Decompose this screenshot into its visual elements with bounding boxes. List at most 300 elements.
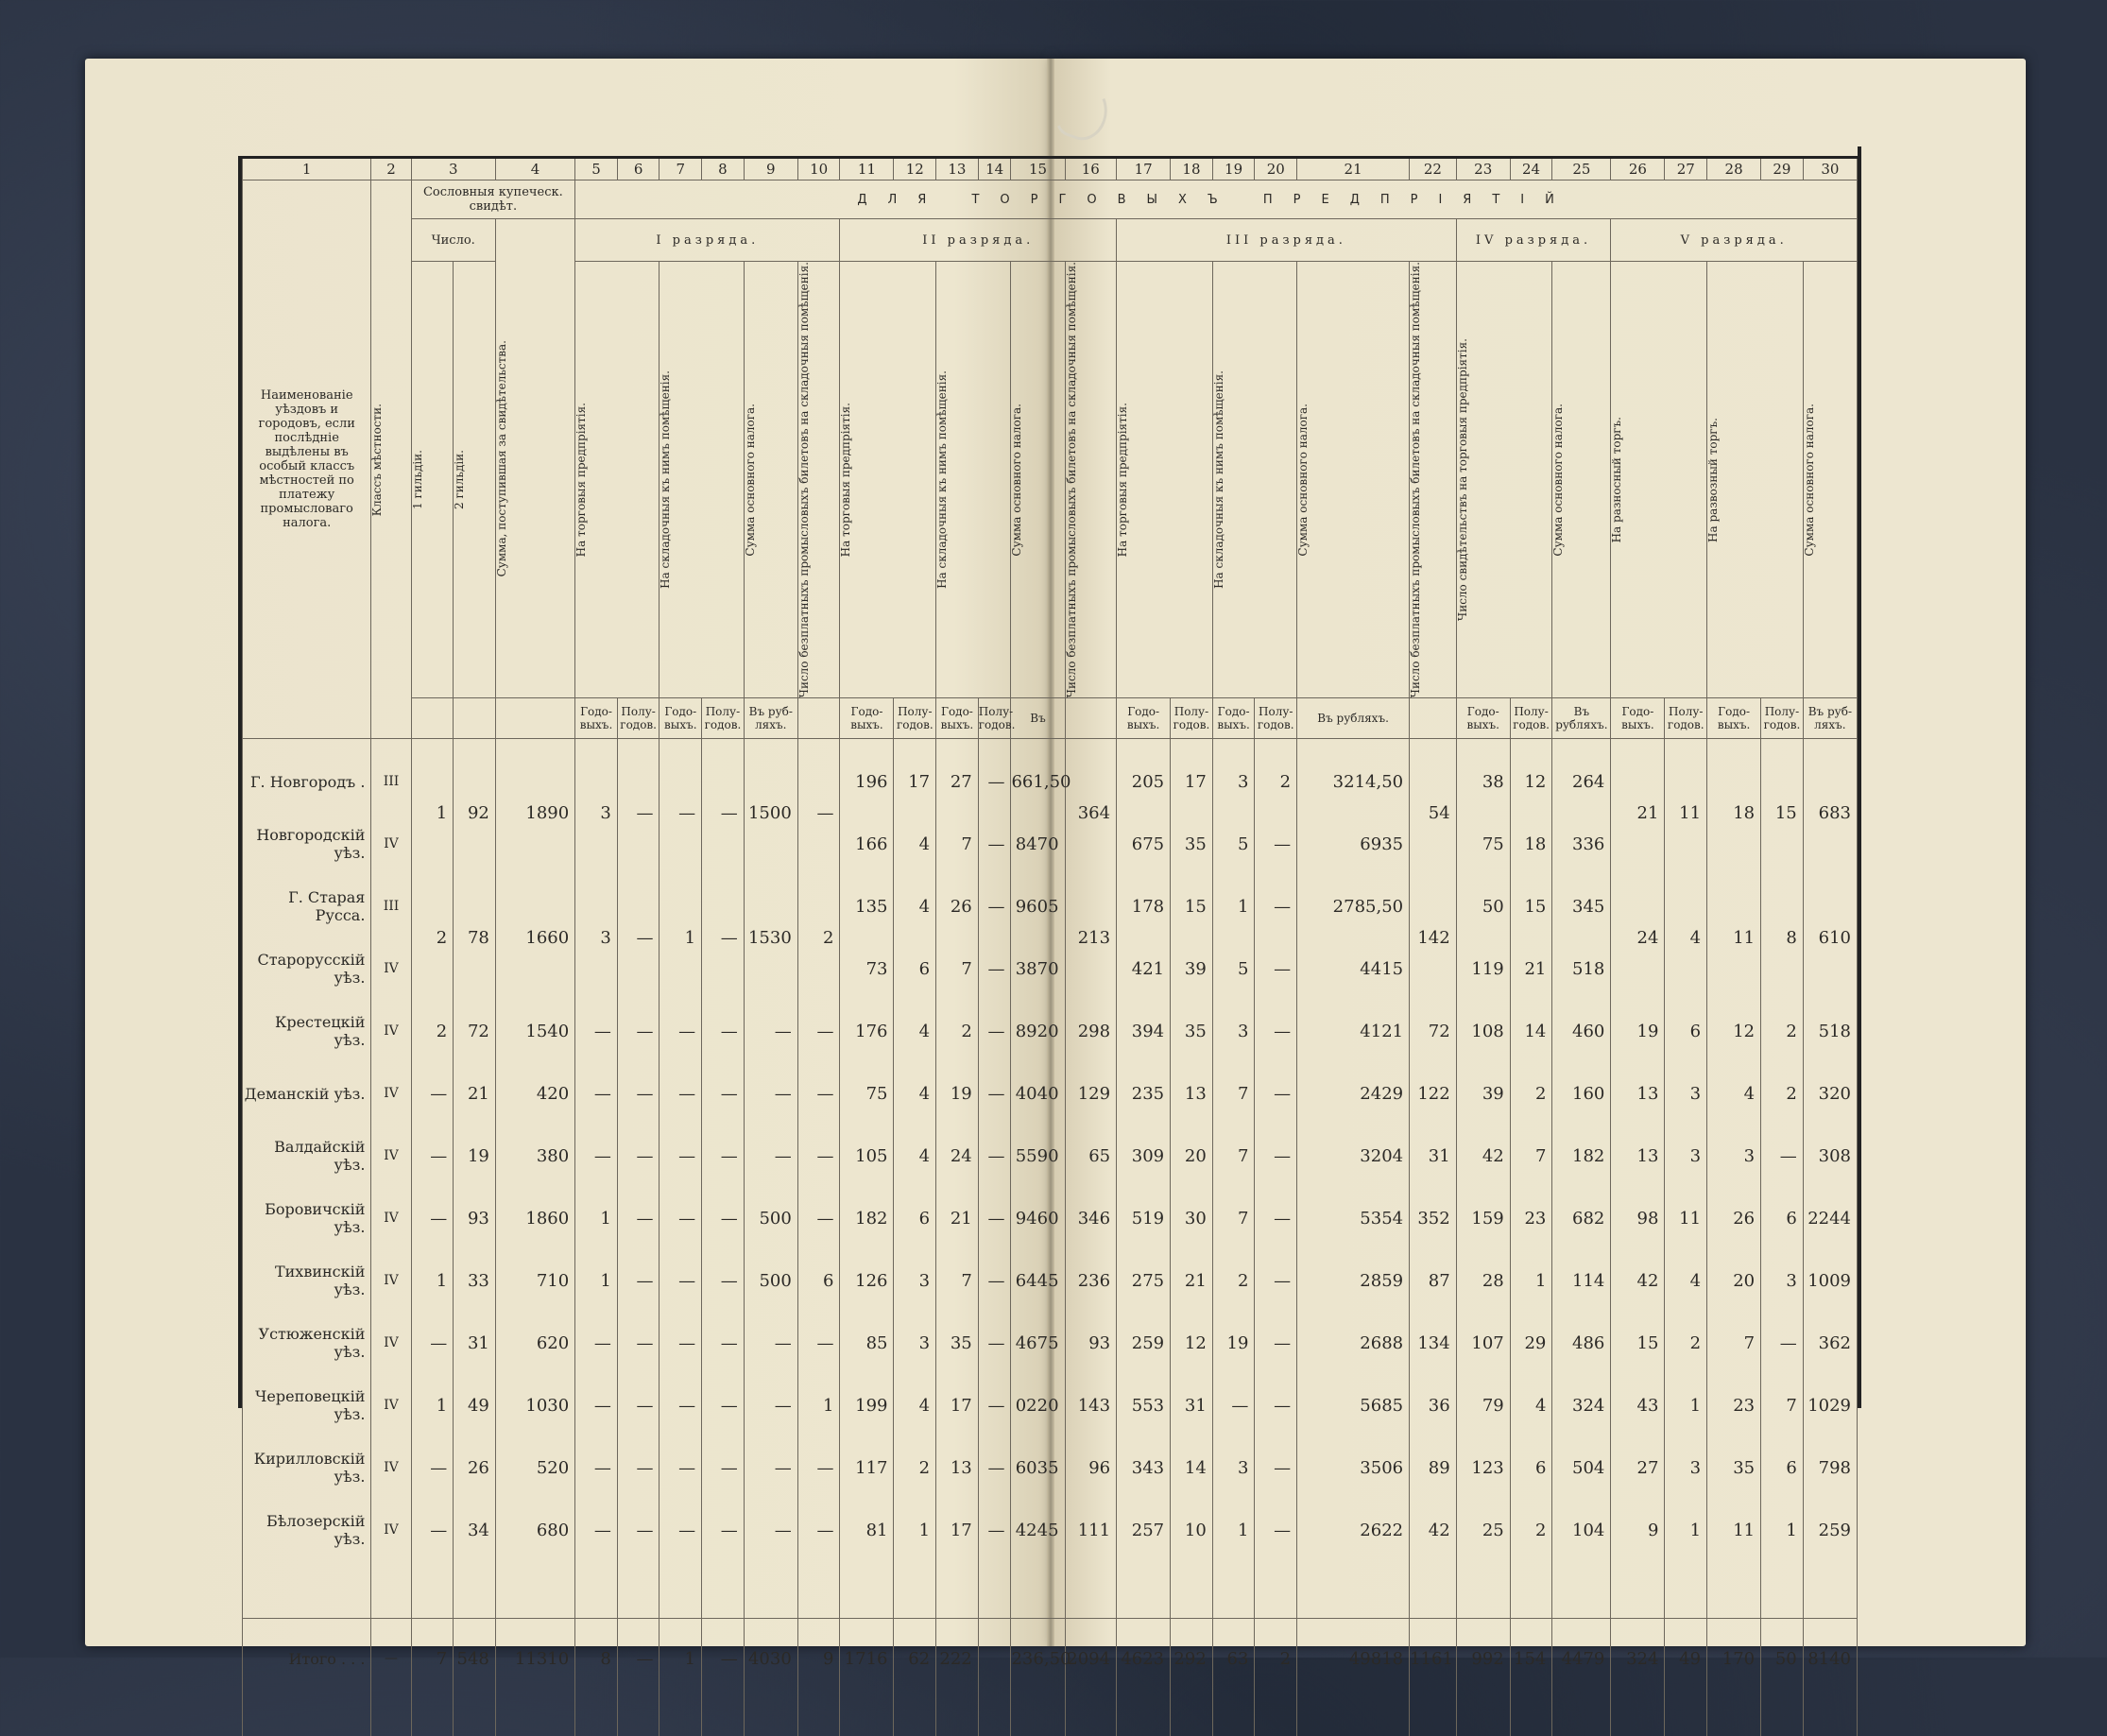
table-cell: — [978,937,1011,1000]
table-cell: 15 [1761,739,1804,876]
spacer-cell [702,1561,745,1619]
table-cell: 50 [1456,875,1510,937]
table-cell: 2688 [1297,1312,1410,1374]
units-cell: Полу-годов. [1665,698,1707,739]
table-cell: 9 [1611,1499,1665,1561]
district-name: Бѣлозерскій уѣз. [243,1499,371,1561]
table-cell: 486 [1552,1312,1611,1374]
table-cell: 1 [1212,1499,1255,1561]
table-cell: — [1761,1312,1804,1374]
table-cell: — [702,1125,745,1187]
table-cell: — [1255,1125,1297,1187]
column-number: 1 [243,159,371,180]
table-cell: 20 [1171,1125,1213,1187]
table-cell: 710 [495,1249,574,1312]
table-cell: 5685 [1297,1374,1410,1436]
table-cell: — [1255,1000,1297,1062]
column-number: 4 [495,159,574,180]
filler-cell [978,1698,1011,1736]
filler-cell [1171,1698,1213,1736]
table-cell: — [978,1125,1011,1187]
table-cell: 1 [411,1249,454,1312]
district-name: Боровичскій уѣз. [243,1187,371,1249]
spacer-cell [1117,1561,1171,1619]
table-cell: 4 [1665,1249,1707,1312]
table-cell: 98 [1611,1187,1665,1249]
filler-cell [1552,1698,1611,1736]
table-cell: 92 [454,739,496,876]
table-cell: 21 [1171,1249,1213,1312]
table-cell: 12 [1707,1000,1761,1062]
total-cell [978,1619,1011,1699]
count-header: Число. [411,219,495,262]
total-cell: 4030 [744,1619,797,1699]
table-cell: 3 [575,875,618,1000]
filler-cell [1410,1698,1457,1736]
column-number: 25 [1552,159,1611,180]
column-number: 29 [1761,159,1804,180]
column-number: 18 [1171,159,1213,180]
spacer-cell [1255,1561,1297,1619]
locality-class: IV [371,1249,411,1312]
table-cell: 10 [1171,1499,1213,1561]
spacer-cell [1410,1561,1457,1619]
table-cell: — [1255,937,1297,1000]
table-row [243,875,1858,937]
column-number: 14 [978,159,1011,180]
table-cell: 93 [1065,1312,1117,1374]
table-cell: 1 [660,875,702,1000]
table-cell: 3 [894,1249,936,1312]
units-header-row [243,698,1858,739]
table-cell: 33 [454,1249,496,1312]
table-cell: 518 [1803,1000,1857,1062]
filler-cell [1117,1698,1171,1736]
table-cell: 2244 [1803,1187,1857,1249]
table-cell: 117 [840,1436,894,1499]
table-cell: 122 [1410,1062,1457,1125]
spacer-cell [1011,1561,1065,1619]
table-cell: 308 [1803,1125,1857,1187]
table-cell: — [575,1125,618,1187]
table-cell: 96 [1065,1436,1117,1499]
table-cell: — [702,1000,745,1062]
table-cell: 1 [1212,875,1255,937]
table-cell: 4040 [1011,1062,1065,1125]
spacer-cell [1552,1561,1611,1619]
total-cell: 4479 [1552,1619,1611,1699]
table-cell: 259 [1117,1312,1171,1374]
filler-cell [894,1698,936,1736]
column-number: 28 [1707,159,1761,180]
table-cell: 1009 [1803,1249,1857,1312]
table-cell: — [617,1374,660,1436]
filler-cell [1456,1698,1510,1736]
table-cell: — [660,1436,702,1499]
table-cell: — [617,1499,660,1561]
table-cell: 610 [1803,875,1857,1000]
column-number: 9 [744,159,797,180]
district-name: Деманскій уѣз. [243,1062,371,1125]
table-cell: 4 [1665,875,1707,1000]
locality-class: IV [371,1312,411,1374]
column-number: 11 [840,159,894,180]
table-cell: 2 [1761,1000,1804,1062]
table-cell: — [1255,1062,1297,1125]
table-cell: 35 [1171,1000,1213,1062]
table-cell: 2 [1761,1062,1804,1125]
filler-cell [617,1698,660,1736]
table-cell: 1 [575,1249,618,1312]
table-cell: 108 [1456,1000,1510,1062]
table-cell: — [978,875,1011,937]
spacer-cell [894,1561,936,1619]
r1-warehouse-header: На складочныя къ нимъ помѣщенія. [660,262,744,698]
column-number: 26 [1611,159,1665,180]
spacer-cell [936,1561,979,1619]
table-cell: 1030 [495,1374,574,1436]
table-cell: 324 [1552,1374,1611,1436]
table-cell: 79 [1456,1374,1510,1436]
filler-cell [744,1698,797,1736]
table-cell: 73 [840,937,894,1000]
table-cell: 1500 [744,739,797,876]
table-cell: 11 [1665,1187,1707,1249]
filler-cell [1707,1698,1761,1736]
total-cell: 8 [575,1619,618,1699]
table-cell: 17 [936,1499,979,1561]
table-cell: 21 [1611,739,1665,876]
table-cell: 1540 [495,1000,574,1062]
table-cell: 2 [411,1000,454,1062]
table-cell: 19 [454,1125,496,1187]
table-cell: 21 [936,1187,979,1249]
table-cell: — [1255,1436,1297,1499]
district-name: Крестецкій уѣз. [243,1000,371,1062]
table-cell: — [744,1436,797,1499]
table-cell: 13 [1611,1062,1665,1125]
table-cell: — [617,1062,660,1125]
table-cell: 1 [797,1374,840,1436]
r3-trade-header: На торговыя предпріятія. [1117,262,1213,698]
r5-base-tax-header: Сумма основного налога. [1803,262,1857,698]
table-cell: 680 [495,1499,574,1561]
table-cell: 8 [1761,875,1804,1000]
table-cell: — [797,1187,840,1249]
table-cell: 38 [1456,739,1510,814]
table-cell: 85 [840,1312,894,1374]
table-cell: 7 [936,937,979,1000]
table-cell: 4 [894,875,936,937]
locality-class: IV [371,1000,411,1062]
table-cell: 620 [495,1312,574,1374]
total-cell: 292 [1171,1619,1213,1699]
table-cell: 3 [894,1312,936,1374]
table-cell: 2 [894,1436,936,1499]
spacer-cell [978,1561,1011,1619]
table-cell: 36 [1410,1374,1457,1436]
spacer-cell [1510,1561,1552,1619]
table-cell: 182 [840,1187,894,1249]
table-cell: 5354 [1297,1187,1410,1249]
table-cell: — [797,739,840,876]
table-cell: — [702,739,745,876]
table-cell: 14 [1510,1000,1552,1062]
total-cell: — [617,1619,660,1699]
table-cell: 3 [1212,1436,1255,1499]
table-cell: 213 [1065,875,1117,1000]
units-cell: Въ руб-ляхъ. [744,698,797,739]
table-cell: 1 [411,1374,454,1436]
table-cell: 105 [840,1125,894,1187]
table-cell: 7 [1510,1125,1552,1187]
table-cell: 72 [1410,1000,1457,1062]
table-cell: — [978,1312,1011,1374]
table-cell: 3 [575,739,618,876]
r1-trade-header: На торговыя предпріятія. [575,262,660,698]
table-cell: — [1255,1499,1297,1561]
table-cell: 19 [936,1062,979,1125]
filler-cell [575,1698,618,1736]
table-cell: 4 [894,1000,936,1062]
table-cell: — [660,1000,702,1062]
table-cell: — [702,1436,745,1499]
table-cell: 236 [1065,1249,1117,1312]
table-cell: 19 [1611,1000,1665,1062]
r5-cart-header: На развозный торгъ. [1707,262,1804,698]
table-cell: 15 [1171,875,1213,937]
table-cell: — [702,1187,745,1249]
total-cell: 49818 [1297,1619,1410,1699]
table-cell: — [617,739,660,876]
table-cell: — [660,1374,702,1436]
table-cell: 518 [1552,937,1611,1000]
table-cell: 54 [1410,739,1457,876]
column-number: 16 [1065,159,1117,180]
district-name: Череповецкій уѣз. [243,1374,371,1436]
table-cell: — [1761,1125,1804,1187]
spacer-cell [1171,1561,1213,1619]
table-cell: — [797,1062,840,1125]
units-cell: Полу-годов. [1510,698,1552,739]
table-cell: 12 [1171,1312,1213,1374]
table-row [243,1125,1858,1187]
table-cell: 661,50 [1011,739,1065,814]
table-cell: — [660,1249,702,1312]
table-cell: 75 [840,1062,894,1125]
table-cell: — [617,1125,660,1187]
table-cell: 135 [840,875,894,937]
table-cell: 14 [1171,1436,1213,1499]
table-cell: — [1255,1187,1297,1249]
table-cell: 27 [936,739,979,814]
table-cell: 42 [1410,1499,1457,1561]
table-cell: 43 [1611,1374,1665,1436]
table-cell: 93 [454,1187,496,1249]
total-cell: 49 [1665,1619,1707,1699]
units-cell: Въ рубляхъ. [1297,698,1410,739]
table-cell: 5 [1212,937,1255,1000]
table-cell: 1 [575,1187,618,1249]
table-cell: 1860 [495,1187,574,1249]
table-cell: 2859 [1297,1249,1410,1312]
r1-free-tickets-header: Число безплатныхъ промысловыхъ билетовъ на складочныя помѣщенія. [797,262,840,698]
filler-cell [495,1698,574,1736]
table-cell: — [411,1436,454,1499]
table-cell: — [978,1499,1011,1561]
table-cell: 0220 [1011,1374,1065,1436]
table-row [243,1000,1858,1062]
filler-cell [936,1698,979,1736]
units-cell: Полу-годов. [1761,698,1804,739]
total-cell: 63 [1212,1619,1255,1699]
locality-class: III [371,739,411,814]
units-cell: Полу-годов. [978,698,1011,739]
units-cell: Годо-выхъ. [1456,698,1510,739]
units-cell: Годо-выхъ. [1117,698,1171,739]
table-cell: 2 [1510,1499,1552,1561]
total-cell: 2 [1255,1619,1297,1699]
table-cell: — [617,1187,660,1249]
table-cell: 23 [1510,1187,1552,1249]
column-number: 24 [1510,159,1552,180]
units-cell: Годо-выхъ. [1611,698,1665,739]
table-cell: 2429 [1297,1062,1410,1125]
table-cell: 421 [1117,937,1171,1000]
table-cell: 1 [1510,1249,1552,1312]
column-number: 20 [1255,159,1297,180]
column-number: 27 [1665,159,1707,180]
total-cell: 1161 [1410,1619,1457,1699]
units-cell: Годо-выхъ. [1707,698,1761,739]
locality-class: IV [371,1374,411,1436]
table-cell: 19 [1212,1312,1255,1374]
total-cell: — [702,1619,745,1699]
table-cell: 2 [1665,1312,1707,1374]
table-cell: 264 [1552,739,1611,814]
table-cell: 3 [1665,1436,1707,1499]
column-number: 6 [617,159,660,180]
table-cell: 20 [1707,1249,1761,1312]
table-cell: 21 [454,1062,496,1125]
r2-base-tax-header: Сумма основного налога. [1011,262,1065,698]
table-cell: — [617,1312,660,1374]
table-cell: 8920 [1011,1000,1065,1062]
table-frame-right [1858,146,1861,1408]
table-cell: — [411,1312,454,1374]
table-cell: — [575,1062,618,1125]
total-cell: 7 [411,1619,454,1699]
table-cell: 2 [1255,739,1297,814]
table-cell: 7 [1707,1312,1761,1374]
table-cell: — [617,1000,660,1062]
spacer-cell [797,1561,840,1619]
table-cell: — [978,1436,1011,1499]
table-cell: 28 [1456,1249,1510,1312]
table-cell: 798 [1803,1436,1857,1499]
units-cell [1065,698,1117,739]
table-cell: — [702,1062,745,1125]
table-cell: 8470 [1011,813,1065,875]
filler-cell [411,1698,454,1736]
header-row-3 [243,262,1858,698]
table-cell: 2 [797,875,840,1000]
spacer-cell [840,1561,894,1619]
table-cell: — [411,1125,454,1187]
table-cell: 394 [1117,1000,1171,1062]
table-cell: 72 [454,1000,496,1062]
table-cell: 3204 [1297,1125,1410,1187]
table-cell: — [797,1436,840,1499]
spacer-cell [371,1561,411,1619]
units-cell: Годо-выхъ. [575,698,618,739]
table-cell: — [660,1187,702,1249]
rank3-header: III разряда. [1117,219,1457,262]
district-name: Кирилловскій уѣз. [243,1436,371,1499]
table-cell: — [744,1312,797,1374]
table-cell: 24 [936,1125,979,1187]
table-cell: 34 [454,1499,496,1561]
table-cell: — [1255,1249,1297,1312]
table-cell: 18 [1707,739,1761,876]
table-cell: 3 [1761,1249,1804,1312]
table-cell: 4 [1510,1374,1552,1436]
rank2-header: II разряда. [840,219,1117,262]
table-cell: 104 [1552,1499,1611,1561]
table-cell: 31 [1171,1374,1213,1436]
total-cell: 11310 [495,1619,574,1699]
table-cell: 134 [1410,1312,1457,1374]
table-cell: 6035 [1011,1436,1065,1499]
units-cell [1410,698,1457,739]
total-cell: 222 [936,1619,979,1699]
spacer-cell [660,1561,702,1619]
locality-class: IV [371,1187,411,1249]
column-number: 8 [702,159,745,180]
table-cell: 1 [894,1499,936,1561]
spacer-cell [744,1561,797,1619]
rank5-header: V разряда. [1611,219,1858,262]
district-name: Устюженскій уѣз. [243,1312,371,1374]
table-cell: 4 [894,813,936,875]
spacer-cell [1761,1561,1804,1619]
total-cell: 62 [894,1619,936,1699]
table-cell: 6 [1510,1436,1552,1499]
table-cell: — [978,1187,1011,1249]
table-cell: 257 [1117,1499,1171,1561]
spacer-cell [1611,1561,1665,1619]
table-cell: 320 [1803,1062,1857,1125]
table-cell: — [978,1062,1011,1125]
r3-free-tickets-header: Число безплатныхъ промысловыхъ билетовъ на складочныя помѣщенія. [1410,262,1457,698]
table-cell: 4415 [1297,937,1410,1000]
table-cell: — [797,1000,840,1062]
table-cell: 114 [1552,1249,1611,1312]
column-number: 23 [1456,159,1510,180]
table-cell: 5 [1212,813,1255,875]
table-cell: 4 [894,1125,936,1187]
table-cell: — [617,1249,660,1312]
table-cell: — [1255,1312,1297,1374]
table-cell: 9460 [1011,1187,1065,1249]
table-cell: 1 [1761,1499,1804,1561]
filler-cell [1510,1698,1552,1736]
table-cell: 30 [1171,1187,1213,1249]
spacer-cell [575,1561,618,1619]
ledger-body [243,739,1858,1736]
table-cell: 26 [1707,1187,1761,1249]
table-cell: 17 [1171,739,1213,814]
